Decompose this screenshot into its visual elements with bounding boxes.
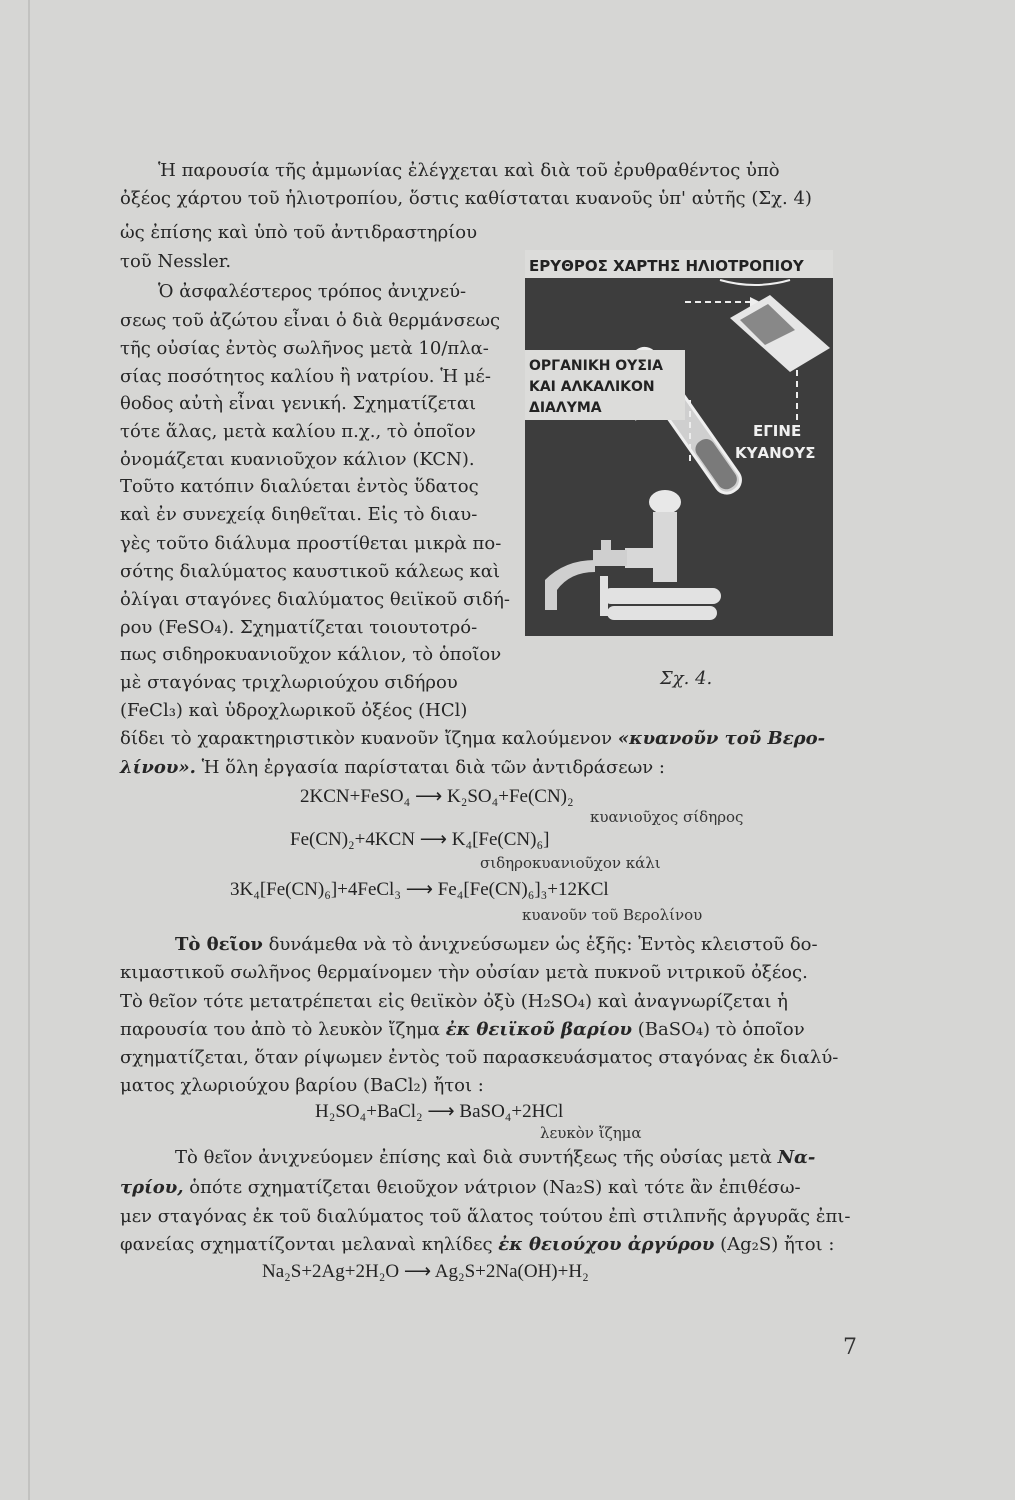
p2-line-2: σεως τοῦ ἀζώτου εἶναι ὁ διὰ θερμάνσεως [120,310,501,331]
p3-line-2: κιμαστικοῦ σωλῆνος θερμαίνομεν τὴν οὐσίαν μετὰ πυκνοῦ νιτρικοῦ ὀξέος. [120,962,808,983]
p4-line-3: μεν σταγόνας ἐκ τοῦ διαλύματος τοῦ ἅλατος τούτου ἐπὶ στιλπνῆς ἀργυρᾶς ἐπι- [120,1206,851,1227]
p2-line-17-text: δίδει τὸ χαρακτηριστικὸν κυανοῦν ἴζημα καλούμενον [120,728,613,749]
figure-caption: Σχ. 4. [660,668,713,689]
p4-line-4-end: (Ag₂S) ἤτοι : [720,1234,835,1255]
label-blue: ΚΥΑΝΟΥΣ [735,444,816,462]
p2-line-18-text: Ἡ ὅλη ἐργασία παρίσταται διὰ τῶν ἀντιδράσεων : [201,757,665,778]
p2-line-11: σότης διαλύματος καυστικοῦ κάλεως καὶ [120,561,501,582]
p3-line-4-end: (BaSO₄) τὸ ὁποῖον [637,1019,805,1040]
sulfur-heading: Τὸ θεῖον [175,934,263,955]
p2-line-12: ὀλίγαι σταγόνες διαλύματος θειϊκοῦ σιδή- [120,589,510,610]
equation-1-note: κυανιοῦχος σίδηρος [590,808,744,826]
p2-line-16: (FeCl₃) καὶ ὑδροχλωρικοῦ ὀξέος (HCl) [120,700,468,721]
label-red-litmus-paper: ΕΡΥΘΡΟΣ ΧΑΡΤΗΣ ΗΛΙΟΤΡΟΠΙΟΥ [529,257,804,275]
p4-line-2 [120,1175,801,1201]
p4-line-4 [120,1232,834,1258]
equation-2-note: σιδηροκυανιοῦχον κάλι [480,854,661,872]
label-became: ΕΓΙΝΕ [753,422,802,440]
berlin-blue-term: «κυανοῦν τοῦ Βερο- [617,728,826,749]
p3-line-4-start: παρουσία του ἀπὸ τὸ λευκὸν ἴζημα [120,1019,440,1040]
p2-line-3: τῆς οὐσίας ἐντὸς σωλῆνος μετὰ 10/πλα- [120,338,489,359]
barium-sulfate-term: ἐκ θειϊκοῦ βαρίου [445,1019,633,1040]
figure-illustration [525,250,833,636]
p4-line-2-text: ὁπότε σχηματίζεται θειοῦχον νάτριον (Na₂S) καὶ τότε ἂν ἐπιθέσω- [189,1177,801,1198]
sodium-term-end: τρίου, [120,1177,184,1198]
p2-line-6: τότε ἅλας, μετὰ καλίου π.χ., τὸ ὁποῖον [120,421,476,442]
label-solution: ΔΙΑΛΥΜΑ [529,400,602,416]
p2-line-4: σίας ποσότητος καλίου ἢ νατρίου. Ἡ μέ- [120,366,491,387]
p2-line-13: ρου (FeSO₄). Σχηματίζεται τοιουτοτρό- [120,617,478,638]
berlin-blue-term-end: λίνου». [120,757,196,778]
label-and-alkaline: ΚΑΙ ΑΛΚΑΛΙΚΟΝ [529,379,655,395]
page-edge [28,0,30,1500]
p3-line-6: ματος χλωριούχου βαρίου (BaCl₂) ἤτοι : [120,1075,484,1096]
p2-line-5: θοδος αὐτὴ εἶναι γενική. Σχηματίζεται [120,393,477,414]
p1-line-4: τοῦ Nessler. [120,251,232,272]
equation-3: 3K₄[Fe(CN)₆]+4FeCl₃ ⟶ Fe₄[Fe(CN)₆]₃+12KCl [230,879,609,900]
p4-line-4-start: φανείας σχηματίζονται μελαναὶ κηλίδες [120,1234,493,1255]
equation-5: Na₂S+2Ag+2H₂O ⟶ Ag₂S+2Na(OH)+H₂ [262,1261,589,1282]
p2-line-15: μὲ σταγόνας τριχλωριούχου σιδήρου [120,672,458,693]
p2-line-18 [120,755,665,781]
p3-line-1 [175,932,818,958]
equation-1: 2KCN+FeSO₄ ⟶ K₂SO₄+Fe(CN)₂ [300,786,574,807]
p2-line-7: ὀνομάζεται κυανιοῦχον κάλιον (KCN). [120,449,475,470]
p1-line-3: ὡς ἐπίσης καὶ ὑπὸ τοῦ ἀντιδραστηρίου [120,222,478,243]
page-number: 7 [843,1335,857,1360]
p1-line-2: ὀξέος χάρτου τοῦ ἡλιοτροπίου, ὅστις καθίσταται κυανοῦς ὑπ' αὐτῆς (Σχ. 4) [120,188,812,209]
p3-line-4 [120,1017,805,1043]
p3-line-1-text: δυνάμεθα νὰ τὸ ἀνιχνεύσωμεν ὡς ἑξῆς: Ἐντὸς κλειστοῦ δο- [268,934,818,955]
p2-line-1: Ὁ ἀσφαλέστερος τρόπος ἀνιχνεύ- [158,281,467,302]
equation-4: H₂SO₄+BaCl₂ ⟶ BaSO₄+2HCl [315,1101,564,1122]
p2-line-10: γὲς τοῦτο διάλυμα προστίθεται μικρὰ πο- [120,533,502,554]
p1-line-1: Ἡ παρουσία τῆς ἀμμωνίας ἐλέγχεται καὶ διὰ τοῦ ἐρυθραθέντος ὑπὸ [158,160,780,181]
sodium-term: Να- [777,1147,816,1168]
figure-litmus-test [525,250,833,636]
p2-line-8: Τοῦτο κατόπιν διαλύεται ἐντὸς ὕδατος [120,476,479,497]
p4-line-1-text: Τὸ θεῖον ἀνιχνεύομεν ἐπίσης καὶ διὰ συντήξεως τῆς οὐσίας μετὰ [175,1147,772,1168]
p2-line-14: πως σιδηροκυανιοῦχον κάλιον, τὸ ὁποῖον [120,644,502,665]
silver-sulfide-term: ἐκ θειούχου ἀργύρου [498,1234,715,1255]
equation-3-note: κυανοῦν τοῦ Βερολίνου [522,906,703,924]
p2-line-9: καὶ ἐν συνεχείᾳ διηθεῖται. Εἰς τὸ διαυ- [120,504,478,525]
p2-line-17 [120,726,825,752]
p4-line-1 [175,1145,815,1171]
label-organic-substance: ΟΡΓΑΝΙΚΗ ΟΥΣΙΑ [529,358,663,374]
equation-4-note: λευκὸν ἴζημα [540,1124,642,1142]
p3-line-5: σχηματίζεται, ὅταν ρίψωμεν ἐντὸς τοῦ παρασκευάσματος σταγόνας ἐκ διαλύ- [120,1047,839,1068]
p3-line-3: Τὸ θεῖον τότε μετατρέπεται εἰς θειϊκὸν ὀξὺ (H₂SO₄) καὶ ἀναγνωρίζεται ἡ [120,991,788,1012]
equation-2: Fe(CN)₂+4KCN ⟶ K₄[Fe(CN)₆] [290,829,550,850]
